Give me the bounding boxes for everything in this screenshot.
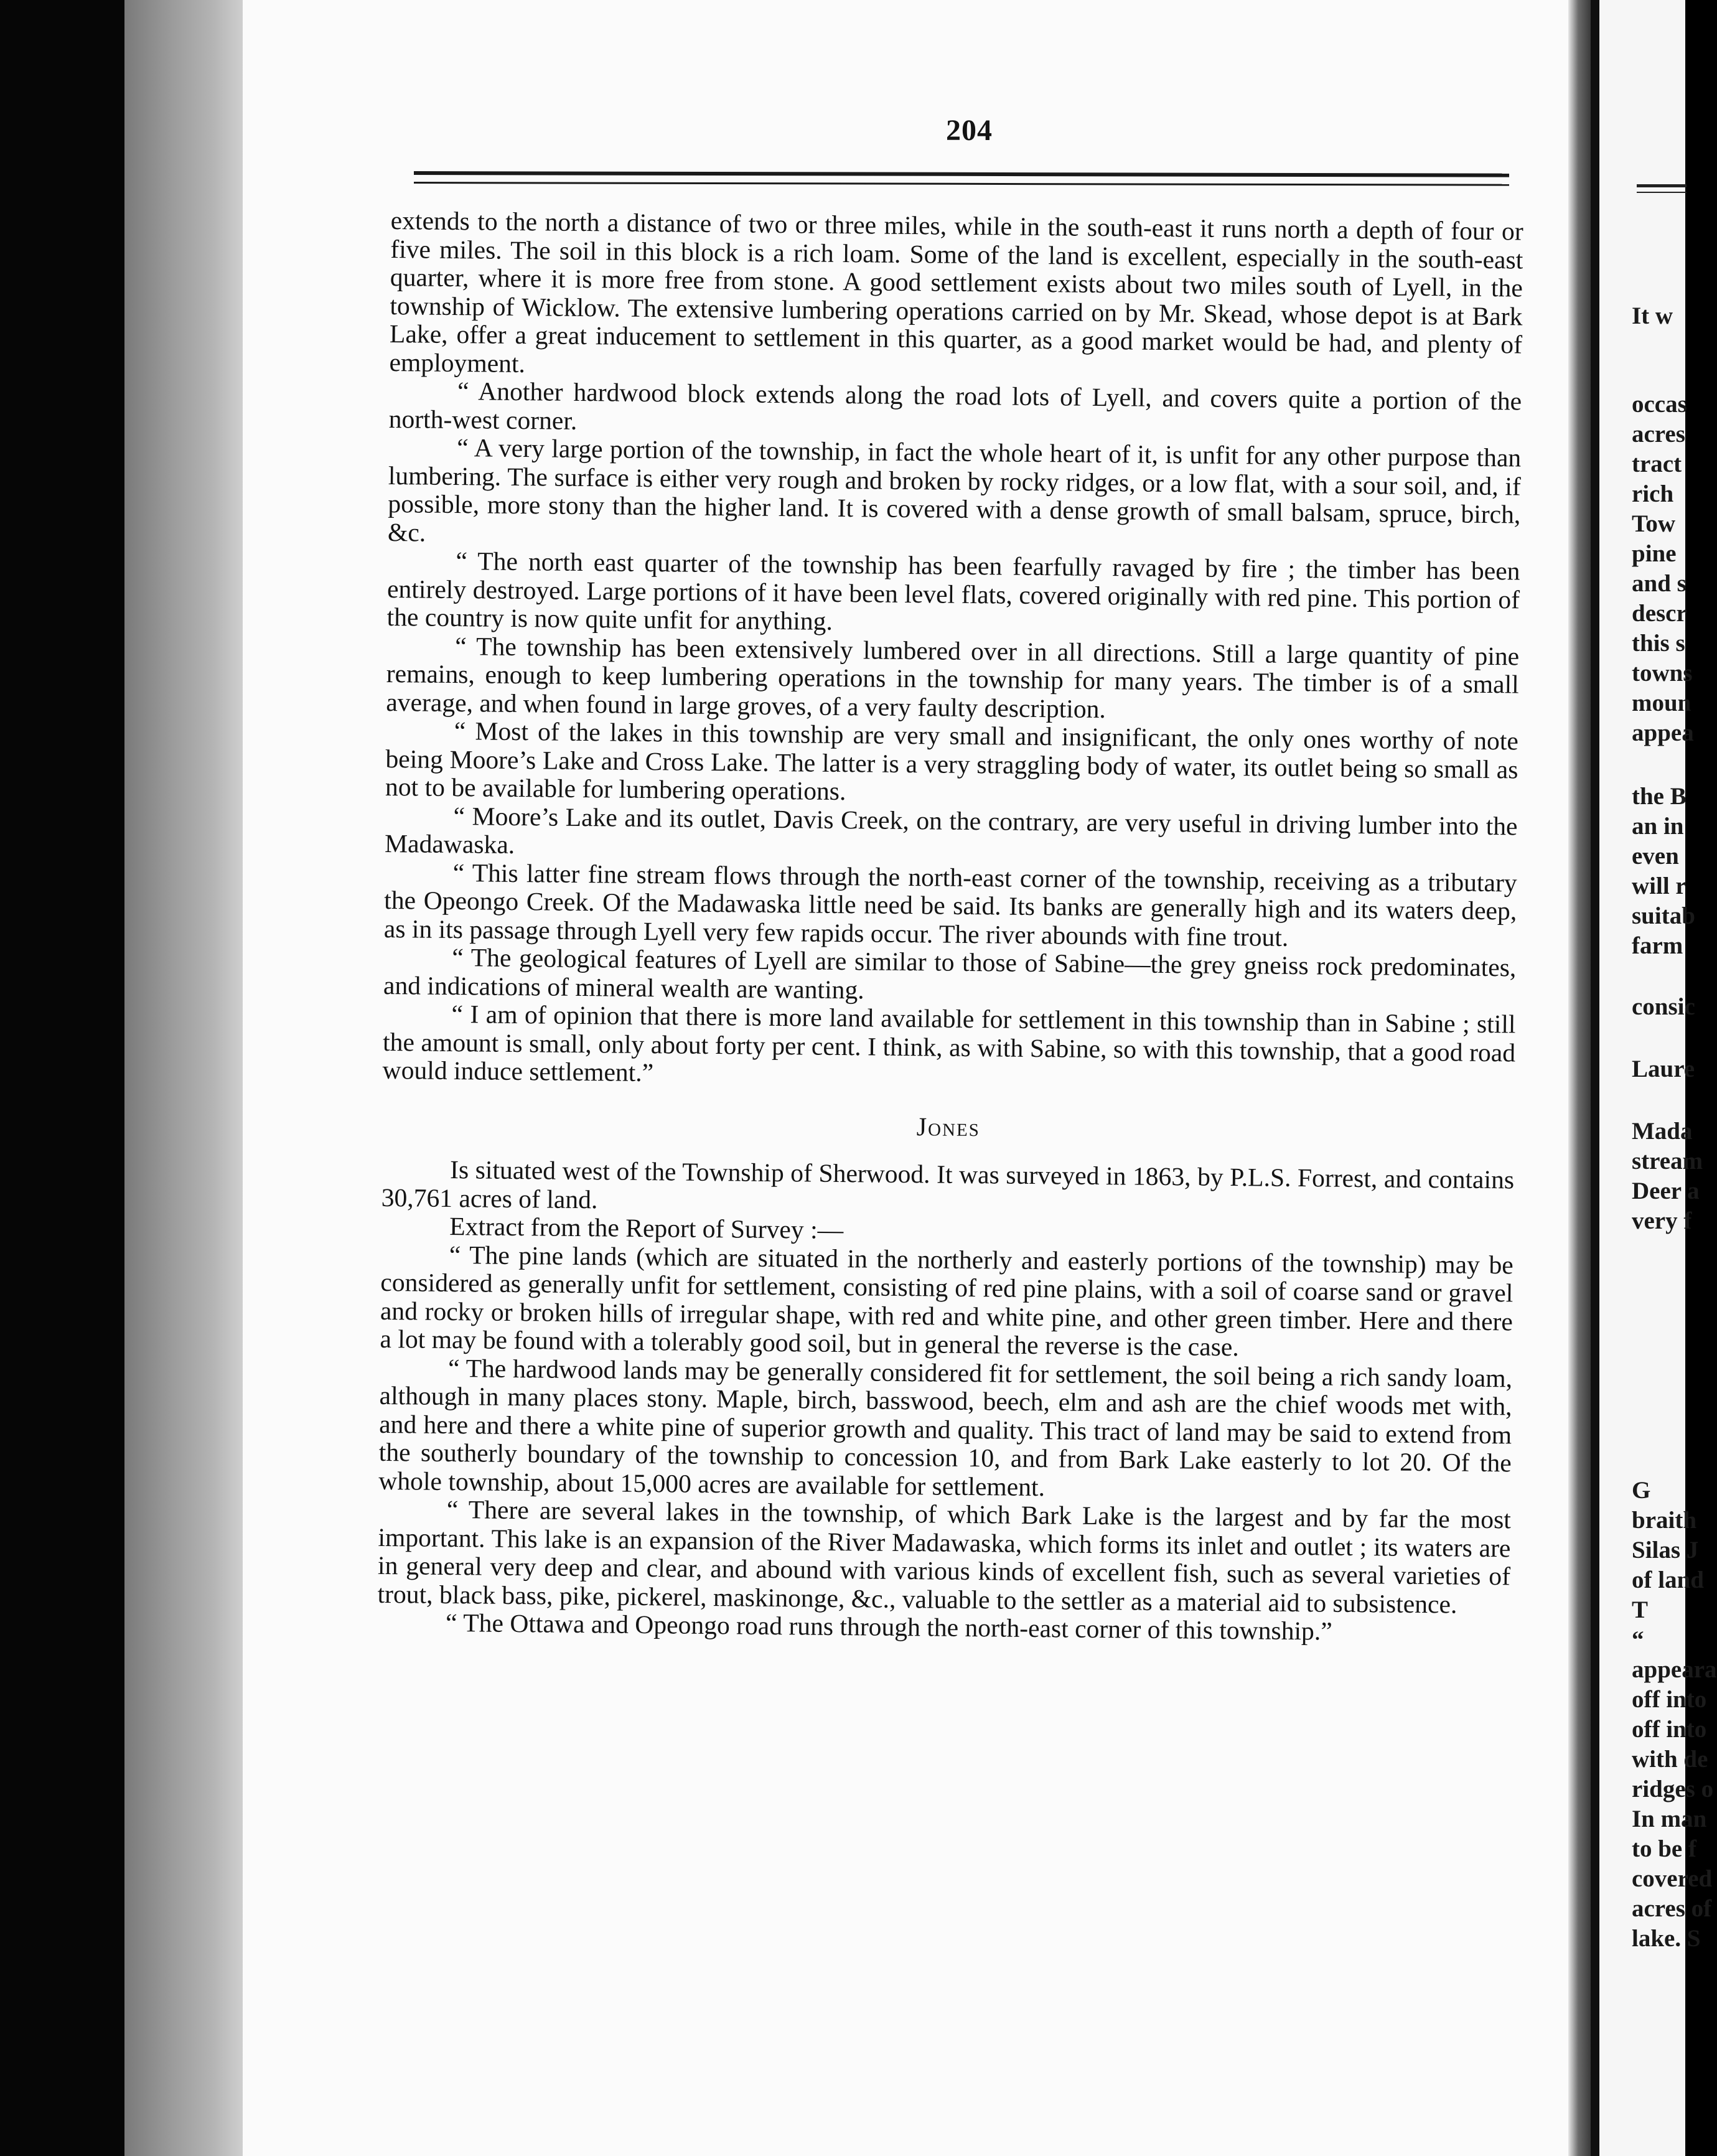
paragraph: “ Another hardwood block extends along the road lots of Lyell, and covers quite a portion of the north-west corner. xyxy=(388,377,1522,435)
facing-page-line: of land xyxy=(1632,1567,1704,1593)
right-gutter-shadow xyxy=(1568,0,1591,2156)
left-gutter-shadow xyxy=(124,0,243,2156)
facing-page-line: lake. S xyxy=(1632,1925,1701,1952)
facing-page-line: acres of xyxy=(1632,1895,1712,1922)
paragraph: “ There are several lakes in the township, of which Bark Lake is the largest and by far the most important. This lake is an expansion of the River Madawaska, which forms its inlet and outlet ; its waters are in general very deep and clear, and abound with various kinds of excellent fish, such as several varieties of trout, black bass, pike, pickerel, maskinonge, &c., valuable to the settler as a material aid to subsistence. xyxy=(377,1494,1512,1619)
facing-page-line: consic xyxy=(1632,993,1695,1020)
facing-page-line: farm xyxy=(1632,932,1683,959)
facing-page-line: rich xyxy=(1632,480,1674,507)
facing-page-line: Mada xyxy=(1632,1118,1693,1145)
facing-page-line: acres xyxy=(1632,421,1685,448)
facing-page-line: appea xyxy=(1632,719,1694,746)
paragraph: “ A very large portion of the township, in fact the whole heart of it, is unfit for any other purpose than lumbering. The surface is either very rough and broken by rocky ridges, or a low flat, with a sour soil, and, if possible, more stony than the higher land. It is covered with a dense growth of small balsam, spruce, birch, &c. xyxy=(387,433,1522,547)
facing-page-line: braith xyxy=(1632,1507,1697,1534)
facing-page-line: pine xyxy=(1632,540,1677,567)
facing-page-line: G xyxy=(1632,1477,1651,1504)
facing-page-line: towns xyxy=(1632,660,1693,687)
section-title: Jones xyxy=(916,1112,981,1142)
facing-page-line: off into xyxy=(1632,1686,1707,1713)
paragraph: “ The township has been extensively lumbered over in all directions. Still a large quantity of pine remains, enough to keep lumbering operations in the township for many years. The timber is of a small average, and when found in large groves, of a very faulty description. xyxy=(386,631,1520,723)
facing-page-line: very f xyxy=(1632,1207,1692,1234)
paragraph: “ The hardwood lands may be generally considered fit for settlement, the soil being a rich sandy loam, although in many places stony. Maple, birch, basswood, beech, elm and ash are the chief woods met with, and here and there a white pine of superior growth and quality. This tract of land may be said to extend from the southerly boundary of the township to concession 10, and from Bark Lake easterly to lot 20. Of the whole township, about 15,000 acres are available for settlement. xyxy=(378,1353,1513,1501)
facing-page-rule-thin xyxy=(1637,192,1687,193)
facing-page-line: descr xyxy=(1632,600,1687,627)
facing-page-rule xyxy=(1637,184,1687,187)
page-number: 204 xyxy=(946,114,993,147)
facing-page-line: to be f xyxy=(1632,1835,1696,1862)
paragraph: Is situated west of the Township of Sherwood. It was surveyed in 1863, by P.L.S. Forrest, and contains 30,761 acres of land. xyxy=(381,1155,1515,1214)
facing-page-line: suitab xyxy=(1632,902,1695,929)
facing-page-line: Deer a xyxy=(1632,1178,1700,1204)
facing-page-line: the B xyxy=(1632,783,1687,810)
paragraph: “ The geological features of Lyell are similar to those of Sabine—the grey gneiss rock predominates, and indications of mineral wealth are wanting. xyxy=(383,943,1517,1004)
facing-page-line: Laure xyxy=(1632,1056,1695,1082)
paragraph: “ The Ottawa and Opeongo road runs through the north-east corner of this township.” xyxy=(445,1608,1332,1646)
facing-page-line: Tow xyxy=(1632,510,1676,537)
facing-page-line: an in xyxy=(1632,813,1684,840)
paragraph: “ The pine lands (which are situated in the northerly and easterly portions of the township) may be considered as generally unfit for settlement, consisting of red pine plains, with a soil of coarse sand or gravel and rocky or broken hills of irregular shape, with red and white pine, and other green timber. Here and there a lot may be found with a tolerably good soil, but in general the reverse is the case. xyxy=(380,1240,1513,1362)
facing-page-line: ridges o xyxy=(1632,1776,1714,1802)
body-text xyxy=(377,207,1523,1647)
left-page-edge xyxy=(0,0,124,2156)
paragraph: “ This latter fine stream flows through the north-east corner of the township, receiving as a tributary the Opeongo Creek. Of the Madawaska little need be said. Its banks are generally high and its waters deep, as in its passage through Lyell very few rapids occur. The river abounds with fine trout. xyxy=(383,858,1517,952)
facing-page-fragment xyxy=(1599,0,1717,2156)
paragraph: Extract from the Report of Survey :— xyxy=(449,1211,844,1245)
facing-page-line: “ xyxy=(1632,1626,1644,1653)
facing-page-line: with de xyxy=(1632,1746,1708,1773)
facing-page-line: In man xyxy=(1632,1806,1707,1832)
facing-page-line: moun xyxy=(1632,690,1691,716)
facing-page-line: even xyxy=(1632,843,1679,869)
facing-page-line: off into xyxy=(1632,1716,1707,1743)
facing-page-line: tract xyxy=(1632,451,1682,477)
facing-page-line: Silas J xyxy=(1632,1537,1699,1563)
facing-page-line: It w xyxy=(1632,302,1673,329)
paragraph: “ I am of opinion that there is more land available for settlement in this township than in Sabine ; still the amount is small, only about forty per cent. I think, as with Sabine, so with this township, that a good road would induce settlement.” xyxy=(382,999,1516,1087)
facing-page-line: appeara xyxy=(1632,1656,1717,1683)
paragraph: “ The north east quarter of the township has been fearfully ravaged by fire ; the timber has been entirely destroyed. Large portions of it have been level flats, covered originally with red pine. This portion of the country is now quite unfit for anything. xyxy=(386,546,1520,635)
binding-edge xyxy=(1591,0,1599,2156)
facing-page-line: covered xyxy=(1632,1865,1713,1892)
facing-page-line: occas xyxy=(1632,391,1687,418)
paragraph: “ Most of the lakes in this township are very small and insignificant, the only ones worthy of note being Moore’s Lake and Cross Lake. The latter is a very straggling body of water, its outlet being so small as not to be available for lumbering operations. xyxy=(385,716,1519,806)
facing-page-line: will r xyxy=(1632,873,1687,899)
facing-page-line: and s xyxy=(1632,570,1687,597)
paragraph: “ Moore’s Lake and its outlet, Davis Creek, on the contrary, are very useful in driving lumber into the Madawaska. xyxy=(384,801,1518,859)
facing-page-line: T xyxy=(1632,1596,1649,1623)
facing-page-line: stream xyxy=(1632,1148,1703,1174)
paragraph: extends to the north a distance of two or three miles, while in the south-east it runs north a depth of four or five miles. The soil in this block is a rich loam. Some of the land is excellent, especially in the south-east quarter, where it is more free from stone. A good settlement exists about two miles south of Lyell, in the township of Wicklow. The extensive lumbering operations carried on by Mr. Skead, whose depot is at Bark Lake, offer a great inducement to settlement in this quarter, as a good market would be had, and plenty of employment. xyxy=(389,206,1523,378)
facing-page-line: this s xyxy=(1632,630,1685,657)
